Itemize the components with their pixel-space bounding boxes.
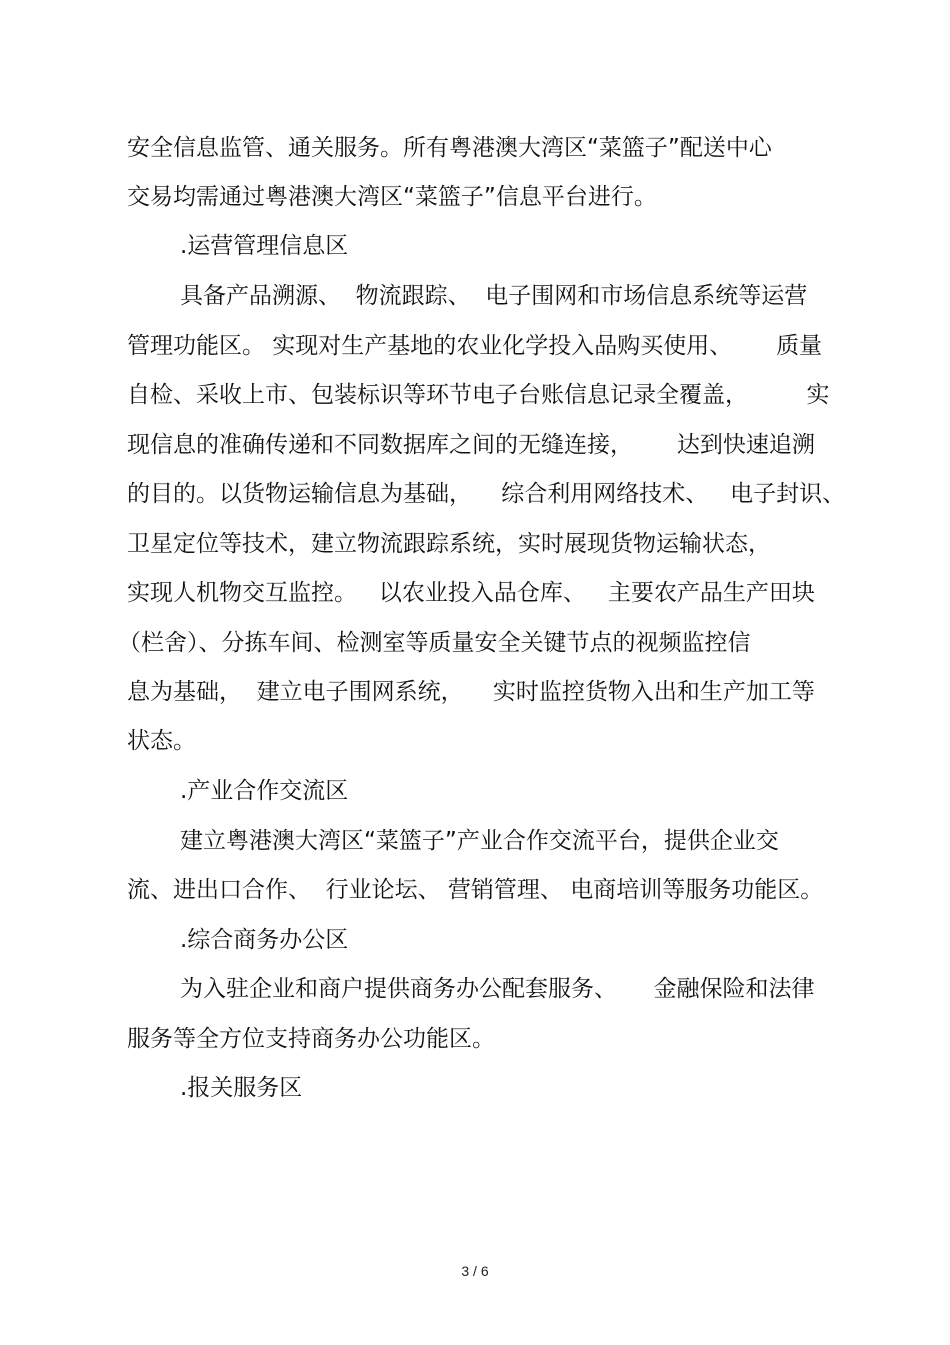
text-line: 卫星定位等技术，建立物流跟踪系统，实时展现货物运输状态， bbox=[127, 531, 771, 557]
text-line: 为入驻企业和商户提供商务办公配套服务、 金融保险和法律 bbox=[180, 976, 815, 1002]
section-heading: .产业合作交流区 bbox=[180, 778, 349, 804]
text-line: 息为基础， 建立电子围网系统， 实时监控货物入出和生产加工等 bbox=[127, 679, 815, 705]
section-heading: .综合商务办公区 bbox=[180, 927, 349, 953]
text-line: 实现人机物交互监控。 以农业投入品仓库、 主要农产品生产田块 bbox=[127, 580, 815, 606]
text-line: 服务等全方位支持商务办公功能区。 bbox=[127, 1026, 495, 1052]
text-line: 具备产品溯源、 物流跟踪、 电子围网和市场信息系统等运营 bbox=[180, 283, 808, 309]
text-line: 管理功能区。 实现对生产基地的农业化学投入品购买使用、 质量 bbox=[127, 333, 823, 359]
text-line: 自检、采收上市、包装标识等环节电子台账信息记录全覆盖， 实 bbox=[127, 382, 830, 408]
text-line: 的目的。以货物运输信息为基础， 综合利用网络技术、 电子封识、 bbox=[127, 481, 846, 507]
text-line: 流、进出口合作、 行业论坛、 营销管理、 电商培训等服务功能区。 bbox=[127, 877, 824, 903]
section-heading: .报关服务区 bbox=[180, 1075, 303, 1101]
text-line: 安全信息监管、通关服务。所有粤港澳大湾区“菜篮子”配送中心 bbox=[127, 135, 772, 161]
text-line: （栏舍）、分拣车间、检测室等质量安全关键节点的视频监控信 bbox=[118, 630, 751, 656]
text-line: 建立粤港澳大湾区“菜篮子”产业合作交流平台，提供企业交 bbox=[180, 828, 779, 854]
text-line: 现信息的准确传递和不同数据库之间的无缝连接， 达到快速追溯 bbox=[127, 432, 815, 458]
section-heading: .运营管理信息区 bbox=[180, 233, 349, 259]
text-line: 状态。 bbox=[127, 728, 196, 754]
page-number: 3 / 6 bbox=[461, 1263, 489, 1279]
text-line: 交易均需通过粤港澳大湾区“菜篮子”信息平台进行。 bbox=[127, 184, 657, 210]
